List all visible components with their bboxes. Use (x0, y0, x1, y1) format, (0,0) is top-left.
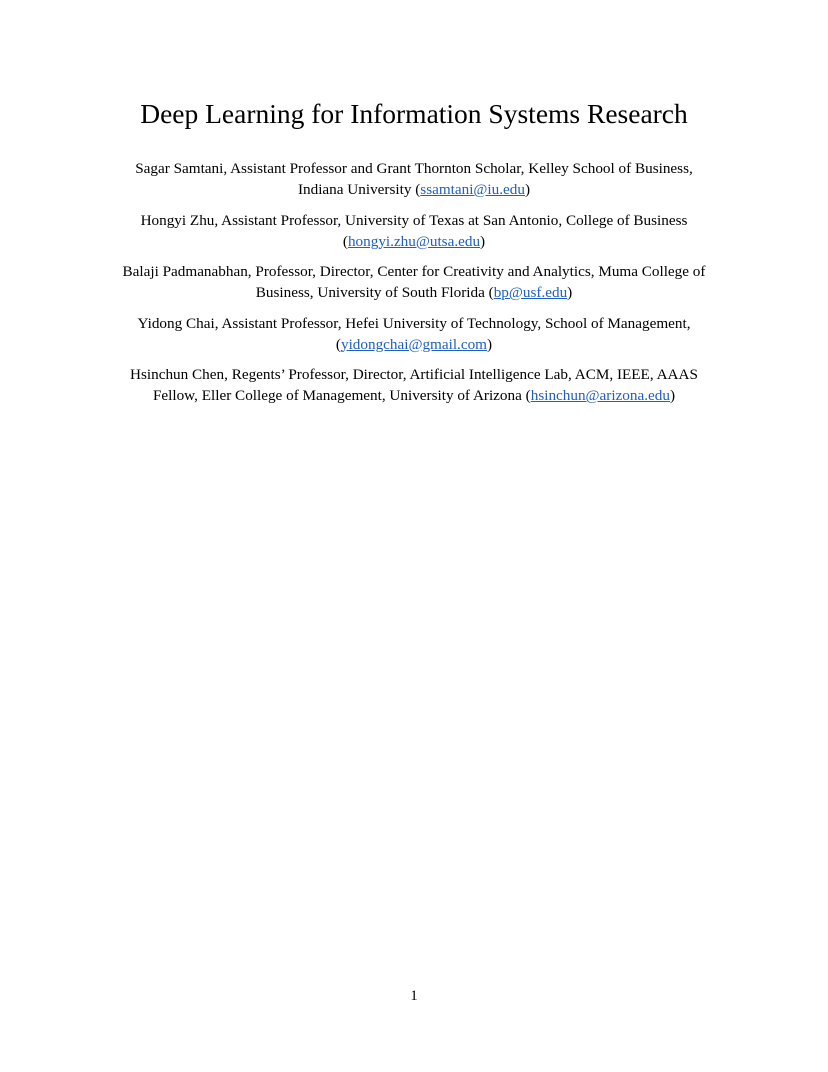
affiliation-text: Business, University of South Florida ( (255, 284, 494, 301)
email-link[interactable]: yidongchai@gmail.com (340, 335, 487, 353)
page-number: 1 (410, 988, 418, 1004)
affiliation-text: Indiana University ( (297, 181, 421, 198)
closing-paren: ) (480, 232, 486, 250)
email-link[interactable]: hsinchun@arizona.edu (530, 387, 670, 404)
author-affiliation-line-2 (84, 385, 744, 406)
author-affiliation-line: Sagar Samtani, Assistant Professor and Grant Thornton Scholar, Kelley School of Business, (135, 160, 693, 177)
closing-paren: ) (567, 284, 573, 301)
email-link[interactable]: ssamtani@iu.edu (420, 181, 525, 198)
closing-paren: ) (524, 181, 531, 198)
author-affiliation-line: Hongyi Zhu, Assistant Professor, University of Texas at San Antonio, College of Business (140, 211, 688, 229)
author-list (84, 158, 744, 416)
email-link[interactable]: hongyi.zhu@utsa.edu (347, 232, 481, 250)
author-entry (84, 364, 744, 406)
author-affiliation-line-2 (84, 179, 744, 200)
author-affiliation-line-2 (84, 231, 744, 252)
author-affiliation-line: Balaji Padmanabhan, Professor, Director, Center for Creativity and Analytics, Muma College of (122, 263, 706, 280)
author-affiliation-line: Yidong Chai, Assistant Professor, Hefei University of Technology, School of Management, (137, 314, 691, 332)
closing-paren: ) (487, 335, 493, 353)
author-entry (84, 158, 744, 200)
email-link[interactable]: bp@usf.edu (493, 284, 568, 301)
author-entry (84, 313, 744, 355)
affiliation-text: ( (335, 335, 341, 353)
author-affiliation-line-2 (84, 334, 744, 355)
affiliation-text: ( (342, 232, 348, 250)
author-affiliation-line: Hsinchun Chen, Regents’ Professor, Director, Artificial Intelligence Lab, ACM, IEEE, AAAS (130, 366, 698, 383)
author-entry (84, 261, 744, 303)
paper-title: Deep Learning for Information Systems Research (140, 98, 688, 129)
author-entry (84, 210, 744, 252)
affiliation-text: Fellow, Eller College of Management, University of Arizona ( (152, 387, 531, 404)
author-affiliation-line-2 (84, 282, 744, 303)
closing-paren: ) (669, 387, 676, 404)
